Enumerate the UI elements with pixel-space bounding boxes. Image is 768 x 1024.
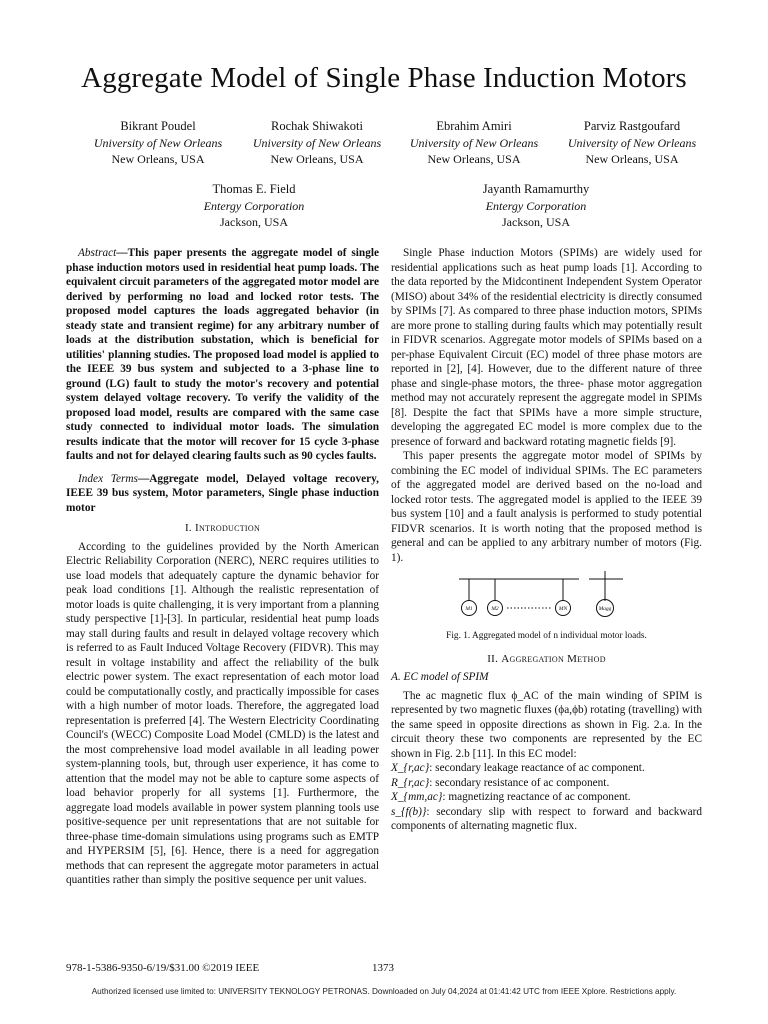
definition-text: : secondary slip with respect to forward and backward components of alternating magnetic flux. bbox=[391, 805, 702, 832]
figure-1-caption: Fig. 1. Aggregated model of n individual motor loads. bbox=[446, 631, 647, 641]
section-title: Introduction bbox=[195, 522, 261, 534]
author-location: New Orleans, USA bbox=[427, 152, 521, 166]
abstract-text: —This paper presents the aggregate model of single phase induction motors used in residential heat pump loads. The equivalent circuit parameters of the aggregated motor model are derived by performing no load and locked rotor tests. The proposed model captures the loads aggregated behavior (in steady state and transient regime) for any arbitrary number of loads at the distribution substation, which is beneficial for utilities' planning studies. The proposed load model is applied to the IEEE 39 bus system and subjected to a 3-phase line to ground (LG) fault to study the motor's recovery and potential system delayed voltage recovery. To verify the validity of the proposed load model, results are compared with the same case study connected to individual motor loads. The simulation results indicate that the motor will recover for 15 cycle 3-phase faults and not for delayed clearing faults such as 90 cycles faults. bbox=[66, 247, 379, 462]
license-notice: Authorized licensed use limited to: UNIVERSITY TEKNOLOGY PETRONAS. Downloaded on July 04,2024 at 01:41:42 UTC from IEEE Xplore. Restrictions apply. bbox=[91, 987, 677, 996]
symbol: X_{r,ac} bbox=[391, 762, 430, 774]
definition-item bbox=[391, 776, 702, 791]
section-heading bbox=[391, 652, 702, 667]
symbol: X_{mm,ac} bbox=[391, 791, 443, 803]
definition-item bbox=[391, 805, 702, 834]
figure-1-diagram bbox=[457, 571, 637, 619]
paragraph: This paper presents the aggregate motor model of SPIMs by combining the EC model of individual SPIMs. The EC parameters of the aggregated model are derived based on the no-load and locked rotor tests. The aggregated model is applied to the IEEE 39 bus system [10] and a fault analysis is performed to study potential FIDVR scenarios. It is worth noting that the proposed method is general and can be applied to any arbitrary number of motors (Fig. 1). bbox=[391, 450, 702, 564]
author-affiliation: University of New Orleans bbox=[409, 135, 539, 150]
index-terms-label: Index Terms bbox=[78, 472, 138, 485]
page-number: 1373 bbox=[372, 962, 394, 974]
author-affiliation: University of New Orleans bbox=[252, 135, 382, 150]
paragraph: Single Phase induction Motors (SPIMs) are widely used for residential applications such as heat pump loads [1]. According to the data reported by the Midcontinent Independent System Operator (MISO) about 34% of the residential electricity is directly consumed by SPIMs [7]. As compared to three phase induction motors, SPIMs are more prone to stalling during faults which may potentially result in FIDVR scenarios. Aggregate motor models of SPIMs based on a per-phase Equivalent Circuit (EC) model of three phase motors are reported in [2], [4]. However, due to the different nature of three phase and single-phase motors, the three- phase motor aggregation method may not accurately represent the aggregate model in SPIMs [8]. Despite the fact that SPIMs have a more simple structure, developing the aggregated EC model is more complex due to the presence of forward and backward rotating magnetic fields [9]. bbox=[391, 247, 702, 448]
author-name: Rochak Shiwakoti bbox=[270, 119, 363, 133]
section-number: II. bbox=[487, 652, 499, 665]
author-block bbox=[389, 118, 559, 168]
paragraph: The ac magnetic flux ϕ_AC of the main winding of SPIM is represented by two magnetic fluxes (ϕa,ϕb) rotating (travelling) with the same speed in opposite directions as shown in Fig. 2.a. In the circuit theory these two components are represented by the EC shown in Fig. 2.b [11]. In this EC model: bbox=[391, 689, 702, 760]
right-column bbox=[391, 246, 702, 834]
author-name: Parviz Rastgoufard bbox=[583, 119, 681, 133]
author-location: Jackson, USA bbox=[220, 215, 288, 229]
author-name: Ebrahim Amiri bbox=[436, 119, 512, 133]
left-column bbox=[66, 246, 379, 888]
section-title: Aggregation Method bbox=[501, 652, 606, 665]
author-affiliation: Entergy Corporation bbox=[203, 198, 305, 213]
motor-label-magg: Magg bbox=[598, 606, 611, 612]
author-affiliation: University of New Orleans bbox=[567, 135, 697, 150]
definition-item bbox=[391, 761, 702, 776]
author-location: Jackson, USA bbox=[502, 215, 570, 229]
author-name: Thomas E. Field bbox=[212, 182, 296, 196]
definition-text: : secondary resistance of ac component. bbox=[429, 776, 610, 789]
author-block bbox=[451, 181, 621, 231]
author-location: New Orleans, USA bbox=[111, 152, 205, 166]
copyright-line: 978-1-5386-9350-6/19/$31.00 ©2019 IEEE bbox=[66, 962, 260, 974]
section-heading bbox=[66, 521, 379, 536]
author-location: New Orleans, USA bbox=[270, 152, 364, 166]
definition-item bbox=[391, 790, 702, 805]
author-name: Jayanth Ramamurthy bbox=[482, 182, 590, 196]
author-block bbox=[73, 118, 243, 168]
subsection-heading: A. EC model of SPIM bbox=[391, 671, 489, 683]
author-affiliation: University of New Orleans bbox=[93, 135, 223, 150]
motor-label-mn: MN bbox=[558, 606, 567, 612]
abstract bbox=[66, 246, 379, 464]
author-block bbox=[547, 118, 717, 168]
definition-text: : magnetizing reactance of ac component. bbox=[442, 791, 631, 803]
index-terms bbox=[66, 472, 379, 516]
section-number: I. bbox=[184, 522, 192, 534]
symbol: s_{f(b)} bbox=[391, 805, 427, 818]
author-affiliation: Entergy Corporation bbox=[485, 198, 587, 213]
author-name: Bikrant Poudel bbox=[120, 119, 196, 133]
author-block bbox=[169, 181, 339, 231]
definition-text: : secondary leakage reactance of ac component. bbox=[429, 762, 645, 774]
index-terms-text: —Aggregate model, Delayed voltage recovery, IEEE 39 bus system, Motor parameters, Single phase induction motor bbox=[66, 472, 379, 514]
symbol: R_{r,ac} bbox=[391, 776, 430, 789]
author-location: New Orleans, USA bbox=[585, 152, 679, 166]
motor-label-m2: M2 bbox=[490, 606, 499, 612]
abstract-label: Abstract bbox=[78, 247, 117, 259]
paper-title: Aggregate Model of Single Phase Induction Motors bbox=[81, 62, 687, 94]
author-block bbox=[232, 118, 402, 168]
definition-list bbox=[391, 761, 702, 834]
motor-label-m1: M1 bbox=[464, 606, 473, 612]
paragraph: According to the guidelines provided by the North American Electric Reliability Corporation (NERC), NERC requires utilities to use load models that adequately capture the dynamic behavior for peak load conditions [1]. Although the realistic representation of motor loads is quite challenging, it is very important from a planning study perspective [1]-[3]. In particular, residential heat pump loads may stall during faults and result in delayed voltage recovery which is referred to as Fault Induced Voltage Recovery (FIDVR). This may result in voltage instability and affect the reliability of the bulk electric power system. The exact representation of each motor load could be computationally costly, and practically impossible for cases with a high number of motor loads. Therefore, the aggregated load representation is preferred [4]. The Western Electricity Coordinating Council's (WECC) Composite Load Model (CMLD) is the latest and the most comprehensive load model available in all leading power system-planning tools, but, through user experience, it has come to attention that the model may not be able to capture some aspects of load behavior properly for all systems [1]. Furthermore, the aggregate load models available in power system planning tools use positive-sequence per unit representations that are not suitable for three-phase time-domain simulations using programs such as EMTP and HYPERSIM [5], [6]. Hence, there is a need for aggregation methods that can represent the aggregate motor parameters in actual quantities rather than simply the positive sequence per unit values. bbox=[66, 540, 379, 886]
